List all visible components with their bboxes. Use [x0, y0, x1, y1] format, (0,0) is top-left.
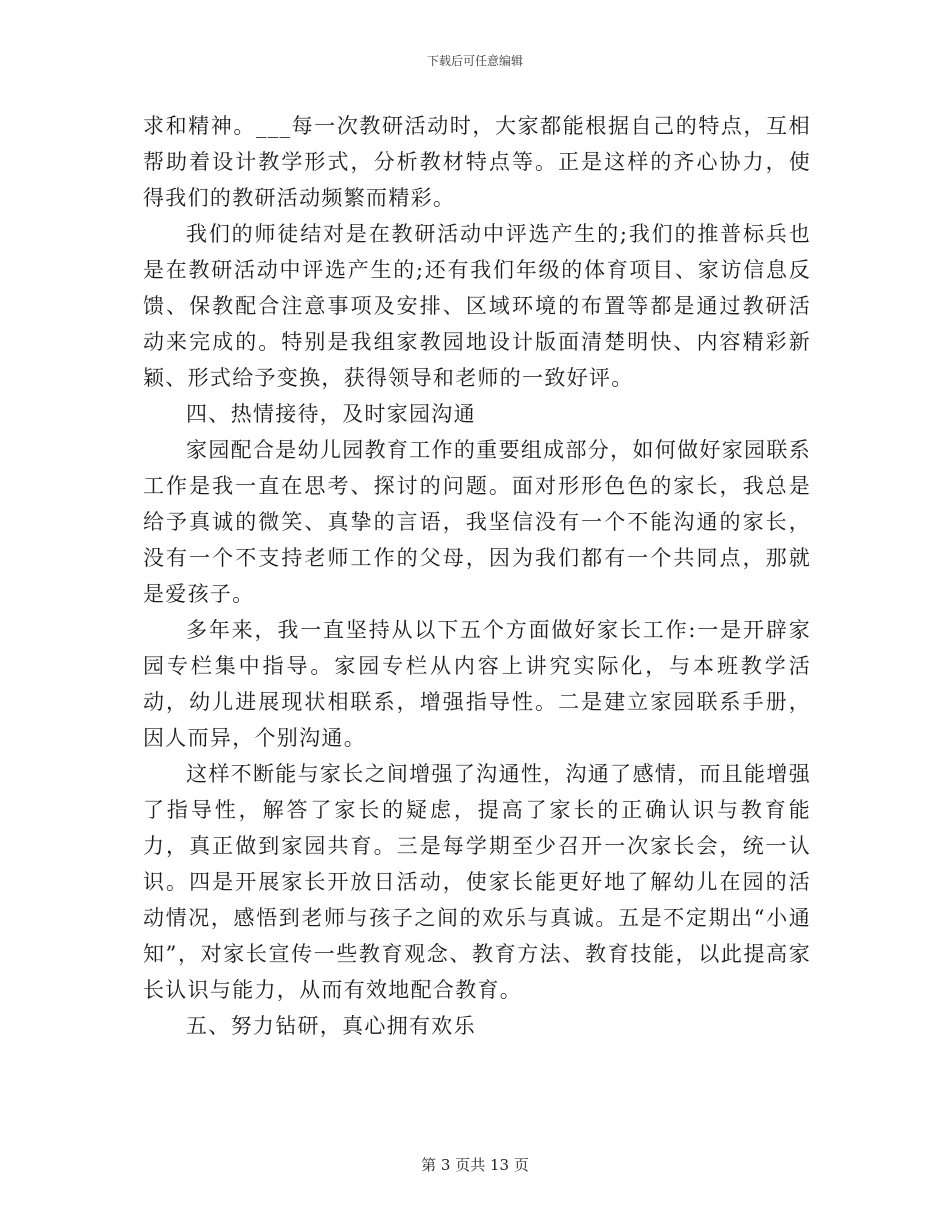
paragraph-home-school: 家园配合是幼儿园教育工作的重要组成部分，如何做好家园联系工作是我一直在思考、探讨的问题。面对形形色色的家长，我总是给予真诚的微笑、真挚的言语，我坚信没有一个不能沟通的家长，没有一个不支持老师工作的父母，因为我们都有一个共同点，那就是爱孩子。	[143, 438, 811, 606]
page-number: 第 3 页共 13 页	[421, 1156, 529, 1174]
paragraph-continuation: 求和精神。___每一次教研活动时，大家都能根据自己的特点，互相帮助着设计教学形式，分析教材特点等。正是这样的齐心协力，使得我们的教研活动频繁而精彩。	[143, 114, 811, 210]
paragraph-mentorship: 我们的师徒结对是在教研活动中评选产生的;我们的推普标兵也是在教研活动中评选产生的;还有我们年级的体育项目、家访信息反馈、保教配合注意事项及安排、区域环境的布置等都是通过教研活动来完成的。特别是我组家教园地设计版面清楚明快、内容精彩新颖、形式给予变换，获得领导和老师的一致好评。	[143, 222, 811, 390]
section-heading-five: 五、努力钻研，真心拥有欢乐	[186, 1014, 476, 1038]
paragraph-five-aspects: 多年来，我一直坚持从以下五个方面做好家长工作:一是开辟家园专栏集中指导。家园专栏从内容上讲究实际化，与本班教学活动，幼儿进展现状相联系，增强指导性。二是建立家园联系手册，因人而异，个别沟通。	[143, 618, 811, 750]
document-body	[143, 108, 811, 1044]
paragraph-communication: 这样不断能与家长之间增强了沟通性，沟通了感情，而且能增强了指导性，解答了家长的疑虑，提高了家长的正确认识与教育能力，真正做到家园共育。三是每学期至少召开一次家长会，统一认识。四是开展家长开放日活动，使家长能更好地了解幼儿在园的活动情况，感悟到老师与孩子之间的欢乐与真诚。五是不定期出“小通知”，对家长宣传一些教育观念、教育方法、教育技能，以此提高家长认识与能力，从而有效地配合教育。	[143, 762, 811, 1002]
page-header-note: 下载后可任意编辑	[426, 54, 523, 68]
section-heading-four: 四、热情接待，及时家园沟通	[186, 402, 476, 426]
